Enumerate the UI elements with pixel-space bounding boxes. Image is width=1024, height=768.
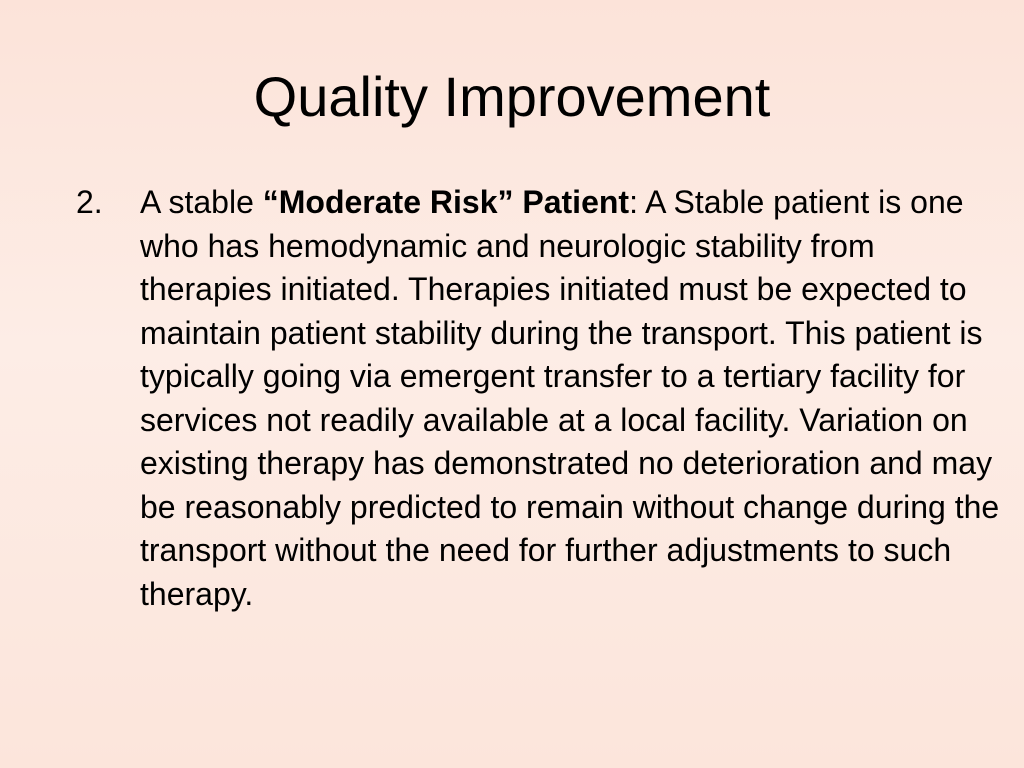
numbered-list-item [76,181,1006,616]
list-item-number: 2. [76,184,103,220]
slide-content [76,181,1006,616]
list-item-lead: A stable [140,184,263,220]
list-item-emphasis: “Moderate Risk” Patient [262,184,630,220]
list-item-body: : A Stable patient is one who has hemodynamic and neurologic stability from therapies initiated. Therapies initiated must be expected to maintain patient stability during the transport. This patient is typically going via emergent transfer to a tertiary facility for services not readily available at a local facility. Variation on existing therapy has demonstrated no deterioration and may be reasonably predicted to remain without change during the transport without the need for further adjustments to such therapy. [140,184,1000,612]
list-item-text [140,181,1006,616]
slide-title: Quality Improvement [253,65,771,128]
